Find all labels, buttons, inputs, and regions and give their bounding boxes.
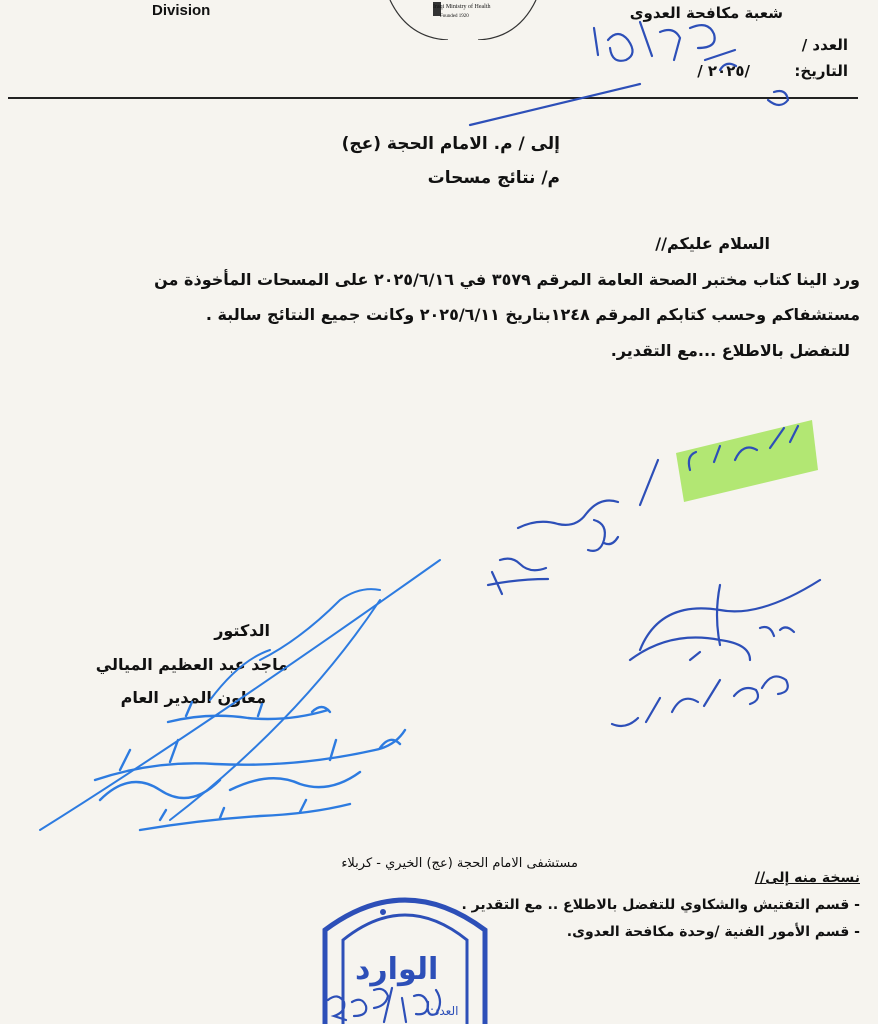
- copy-to-label: نسخة منه إلى//: [754, 870, 860, 886]
- logo-caption: Iraqi Ministry of Health: [433, 4, 491, 10]
- copy-item-2: - قسم الأمور الفنية /وحدة مكافحة العدوى.: [566, 924, 860, 940]
- hospital-footer: مستشفى الامام الحجة (عج) الخيري - كربلاء: [341, 856, 578, 871]
- department-name: شعبة مكافحة العدوى: [629, 4, 783, 22]
- subject-line: م/ نتائج مسحات: [427, 168, 560, 188]
- highlight-mark: [676, 420, 818, 502]
- division-label: Division: [152, 2, 211, 19]
- handwritten-notes: [470, 22, 820, 726]
- logo-founded: Founded 1920: [440, 14, 469, 19]
- date-value: / ٢٠٢٥/: [697, 62, 750, 80]
- copy-item-1: - قسم التفتيش والشكاوي للتفضل بالاطلاع .. مع التقدير .: [461, 897, 860, 913]
- body-line-2: مستشفاكم وحسب كتابكم المرقم ١٢٤٨بتاريخ ٢٠٢٥/٦/١١ وكانت جميع النتائج سالبة .: [205, 305, 860, 324]
- date-label: التاريخ:: [794, 62, 848, 80]
- stamp-number-label: العدد:: [430, 1004, 459, 1018]
- header-divider: [8, 97, 858, 99]
- signatory-role: معاون المدير العام: [120, 688, 266, 707]
- greeting: السلام عليكم//: [655, 234, 770, 253]
- recipient-line: إلى / م. الامام الحجة (عج): [341, 134, 560, 154]
- signatory-name: ماجد عبد العظيم الميالي: [95, 655, 288, 674]
- official-name-stamp: [95, 702, 405, 830]
- closing-line: للتفضل بالاطلاع ...مع التقدير.: [610, 341, 850, 360]
- body-line-1: ورد الينا كتاب مختبر الصحة العامة المرقم ٣٥٧٩ في ٢٠٢٥/٦/١٦ على المسحات المأخوذة من: [154, 270, 860, 289]
- number-label: العدد /: [801, 36, 848, 54]
- stamp-title: الوارد: [355, 952, 439, 987]
- signatory-title: الدكتور: [214, 621, 270, 640]
